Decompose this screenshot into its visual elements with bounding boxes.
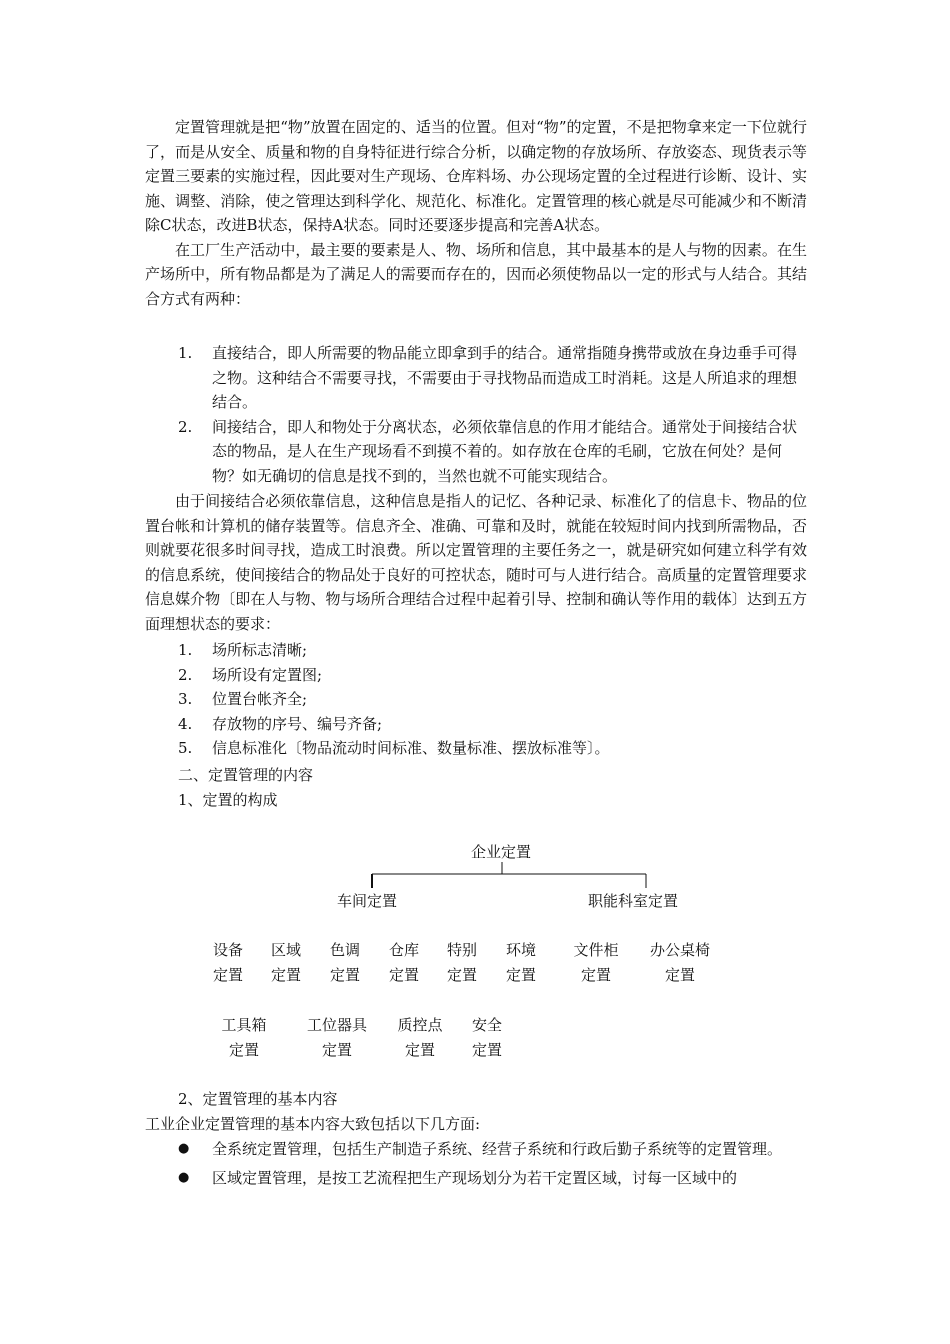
list-number: 2. [178,665,193,684]
list-text: 位置台帐齐全; [212,690,308,708]
tree-right-label: 职能科室定置 [588,892,679,910]
tree-leaf: 办公桌椅 定置 [649,941,710,984]
list-text: 信息标准化〔物品流动时间标准、数量标准、摆放标准等〕。 [212,739,610,757]
list-number: 1. [178,344,193,362]
list-text: 直接结合，即人所需要的物品能立即拿到手的结合。通常指随身携带或放在身边垂手可得之物。这种结合不需要寻找，不需要由于寻找物品而造成工时消耗。这是人所追求的理想结合。 [212,344,798,411]
list-text: 区域定置管理，是按工艺流程把生产现场划分为若干定置区域，讨每一区域中的 [212,1168,738,1187]
section-heading: 二、定置管理的内容 [178,766,314,784]
tree-leaf: 环境 定置 [505,941,536,984]
tree-root-label: 企业定置 [471,843,532,861]
paragraph-information: 由于间接结合必须依靠信息，这种信息是指人的记忆、各种记录、标准化了的信息卡、物品的位置台帐和计算机的储存装置等。信息齐全、准确、可靠和及时，就能在较短时间内找到所需物品，否则就要花很多时间寻找，造成工时浪费。所以定置管理的主要任务之一，就是研究如何建立科学有效的信息系统，使间接结合的物品处于良好的可控状态，随时可与人进行结合。高质量的定置管理要求信息媒介物〔即在人与物、物与场所合理结合过程中起着引导、控制和确认等作用的载体〕达到五方面理想状态的要求： [145,492,807,633]
subsection-heading-basic: 2、定置管理的基本内容 [178,1090,338,1108]
bullet-icon: ● [178,1169,190,1185]
list-item [145,1137,807,1162]
tree-leaf: 设备 定置 [212,941,243,984]
subsection-heading-structure: 1、定置的构成 [178,791,278,809]
tree-leaf: 文件柜 定置 [573,941,619,984]
tree-leaf: 工具箱 定置 [221,1016,267,1059]
tree-leaf: 安全 定置 [471,1016,502,1059]
tree-leaf: 质控点 定置 [397,1016,443,1059]
tree-leaf: 工位器具 定置 [306,1016,367,1059]
list-text: 场所标志清晰; [212,641,308,659]
tree-left-label: 车间定置 [337,892,398,910]
list-text: 间接结合，即人和物处于分离状态，必须依靠信息的作用才能结合。通常处于间接结合状态的物品，是人在生产现场看不到摸不着的。如存放在仓库的毛刷，它放在何处？是何物？如无确切的信息是找不到的，当然也就不可能实现结合。 [212,417,798,485]
list-item [145,1166,807,1191]
bullet-icon: ● [178,1141,190,1156]
basic-intro: 工业企业定置管理的基本内容大致包括以下几方面: [145,1115,481,1133]
list-number: 3. [178,690,193,708]
list-number: 1. [178,641,193,659]
tree-leaf: 仓库 定置 [388,941,419,984]
tree-leaf: 特别 定置 [446,941,477,984]
list-number: 2. [178,417,193,436]
tree-leaf: 色调 定置 [329,941,360,984]
list-text: 全系统定置管理，包括生产制造子系统、经营子系统和行政后勤子系统等的定置管理。 [212,1140,783,1158]
paragraph-definition: 定置管理就是把“物”放置在固定的、适当的位置。但对“物”的定置，不是把物拿来定一下位就行了，而是从安全、质量和物的自身特征进行综合分析，以确定物的存放场所、存放姿态、现货表示等定置三要素的实施过程，因此要对生产现场、仓库料场、办公现场定置的全过程进行诊断、设计、实施、调整、消除，使之管理达到科学化、规范化、标准化。定置管理的核心就是尽可能减少和不断清除C状态，改进B状态，保持A状态。同时还要逐步提高和完善A状态。 [145,118,807,234]
list-text: 场所设有定置图; [212,665,323,684]
list-text: 存放物的序号、编号齐备; [212,714,383,733]
paragraph-elements: 在工厂生产活动中，最主要的要素是人、物、场所和信息，其中最基本的是人与物的因素。在生产场所中，所有物品都是为了满足人的需要而存在的，因而必须使物品以一定的形式与人结合。其结合方式有两种： [145,240,807,308]
tree-leaf: 区域 定置 [270,941,301,984]
basic-bullets [145,1137,807,1190]
list-number: 5. [178,739,193,757]
list-number: 4. [178,714,193,733]
